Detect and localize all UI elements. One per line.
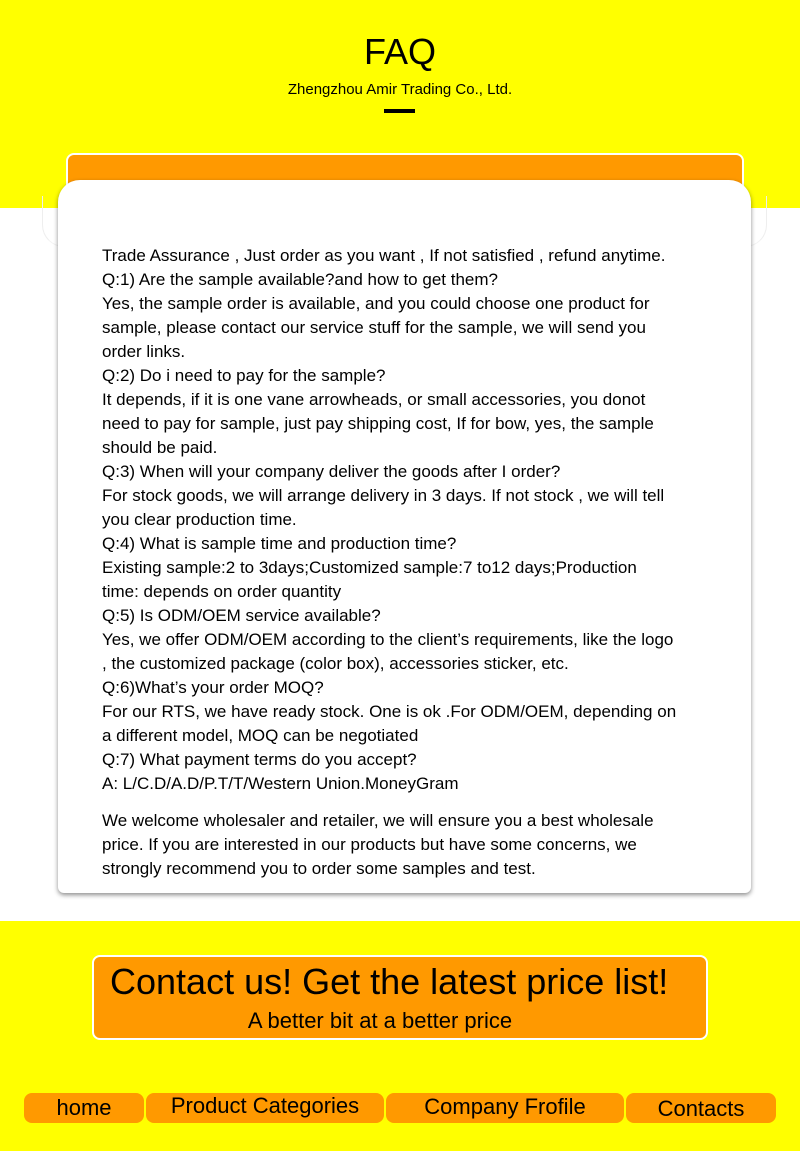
nav-home-button[interactable]: home xyxy=(24,1093,144,1123)
faq-answer-1-line-1: Yes, the sample order is available, and you could choose one product for xyxy=(102,294,650,313)
faq-answer-2-line-2: need to pay for sample, just pay shipping cost, If for bow, yes, the sample xyxy=(102,414,654,433)
faq-question-5: Q:5) Is ODM/OEM service available? xyxy=(102,606,381,625)
closing-line-2: price. If you are interested in our products but have some concerns, we xyxy=(102,835,637,854)
faq-answer-3-line-1: For stock goods, we will arrange delivery in 3 days. If not stock , we will tell xyxy=(102,486,665,505)
faq-answer-5-line-2: , the customized package (color box), accessories sticker, etc. xyxy=(102,654,569,673)
faq-question-1: Q:1) Are the sample available?and how to get them? xyxy=(102,270,498,289)
faq-intro: Trade Assurance , Just order as you want , If not satisfied , refund anytime. xyxy=(102,246,666,265)
faq-answer-2-line-3: should be paid. xyxy=(102,438,218,457)
faq-answer-6-line-2: a different model, MOQ can be negotiated xyxy=(102,726,419,745)
nav-product-categories-button[interactable]: Product Categories xyxy=(146,1093,384,1123)
faq-answer-5-line-1: Yes, we offer ODM/OEM according to the client’s requirements, like the logo xyxy=(102,630,674,649)
faq-question-4: Q:4) What is sample time and production time? xyxy=(102,534,457,553)
closing-line-3: strongly recommend you to order some samples and test. xyxy=(102,859,536,878)
contact-headline[interactable]: Contact us! Get the latest price list! xyxy=(110,961,669,1002)
faq-question-3: Q:3) When will your company deliver the goods after I order? xyxy=(102,462,561,481)
contact-subline[interactable]: A better bit at a better price xyxy=(247,1008,513,1033)
faq-question-2: Q:2) Do i need to pay for the sample? xyxy=(102,366,386,385)
title-underline xyxy=(384,109,415,113)
company-name: Zhengzhou Amir Trading Co., Ltd. xyxy=(287,81,513,98)
faq-body xyxy=(102,244,722,796)
faq-answer-1-line-3: order links. xyxy=(102,342,186,361)
nav-contacts-button[interactable]: Contacts xyxy=(626,1093,776,1123)
faq-answer-1-line-2: sample, please contact our service stuff for the sample, we will send you xyxy=(102,318,646,337)
page-title: FAQ xyxy=(363,31,437,72)
faq-answer-3-line-2: you clear production time. xyxy=(102,510,297,529)
faq-answer-6-line-1: For our RTS, we have ready stock. One is ok .For ODM/OEM, depending on xyxy=(102,702,677,721)
faq-answer-2-line-1: It depends, if it is one vane arrowheads, or small accessories, you donot xyxy=(102,390,646,409)
faq-question-7: Q:7) What payment terms do you accept? xyxy=(102,750,417,769)
closing-paragraph xyxy=(102,809,722,881)
faq-answer-7: A: L/C.D/A.D/P.T/T/Western Union.MoneyGram xyxy=(102,774,459,793)
faq-answer-4-line-2: time: depends on order quantity xyxy=(102,582,342,601)
faq-question-6: Q:6)What’s your order MOQ? xyxy=(102,678,324,697)
nav-company-profile-button[interactable]: Company Frofile xyxy=(386,1093,624,1123)
closing-line-1: We welcome wholesaler and retailer, we will ensure you a best wholesale xyxy=(102,811,654,830)
faq-answer-4-line-1: Existing sample:2 to 3days;Customized sample:7 to12 days;Production xyxy=(102,558,637,577)
